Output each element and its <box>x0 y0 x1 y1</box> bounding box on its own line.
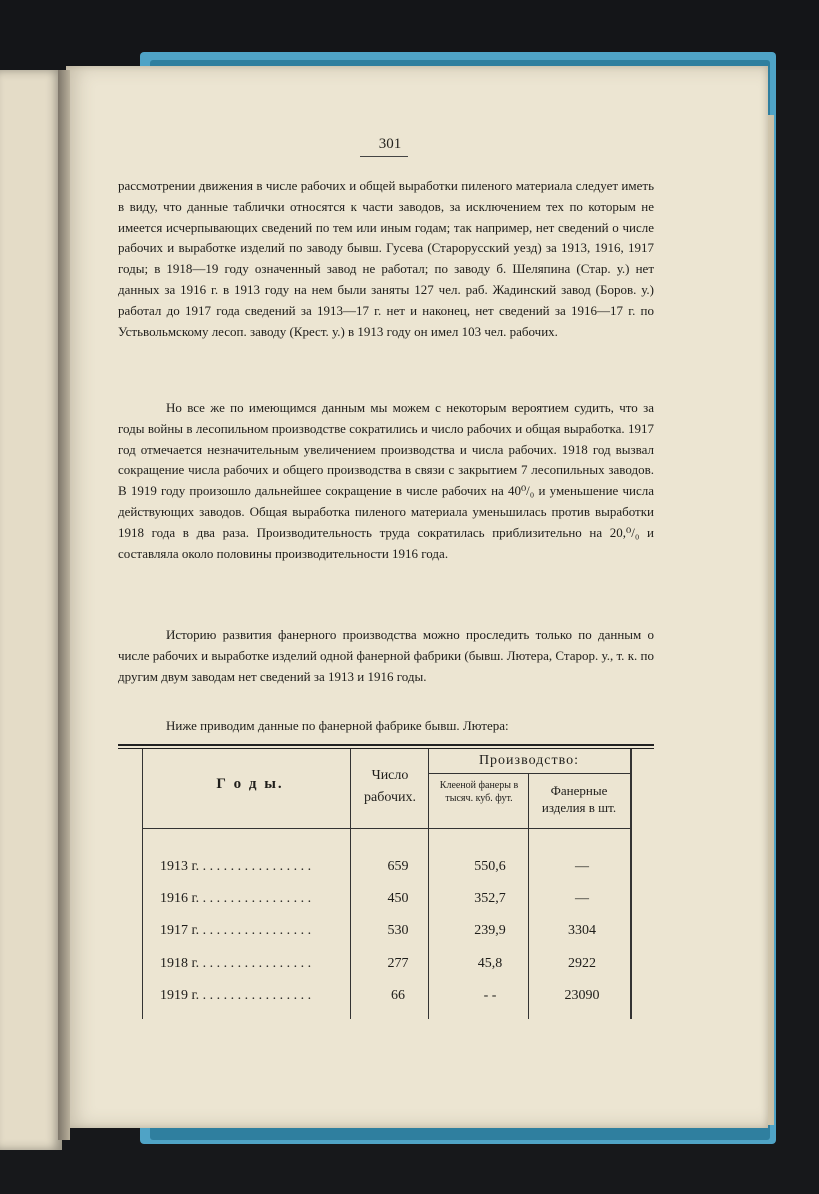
table-top-rule-thin <box>118 748 654 749</box>
header-years: Г о д ы. <box>216 776 284 792</box>
cell-year: 1918 г. . . . . . . . . . . . . . . . . <box>160 956 312 971</box>
cell-workers: 450 <box>387 891 409 906</box>
header-production: Производство: <box>478 753 580 768</box>
page-number: 301 <box>378 136 402 152</box>
cell-plywood: 45,8 <box>477 956 503 971</box>
left-page <box>0 70 62 1150</box>
cell-items: 3304 <box>568 923 596 938</box>
cell-items: — <box>575 859 589 874</box>
cell-year: 1917 г. . . . . . . . . . . . . . . . . <box>160 923 312 938</box>
cell-year: 1916 г. . . . . . . . . . . . . . . . . <box>160 891 312 906</box>
cell-items: — <box>575 891 589 906</box>
paragraph-4: Ниже приводим данные по фанерной фабрике бывш. Лютера: <box>166 718 509 733</box>
table-row <box>160 988 630 1018</box>
table-row <box>160 891 630 921</box>
table-production-subrule <box>428 773 630 774</box>
cell-plywood: 239,9 <box>474 923 506 938</box>
paragraph-1: рассмотрении движения в числе рабочих и общей выработки пиленого материала следует иметь в виду, что данные таблички относятся к части заводов, за исключением тех по которым не имеется исчерпывающих сведений по тем или иным годам; так например, нет сведений о числе рабочих и выработке изделий по заводу бывш. Гусева (Старорусский уезд) за 1913, 1916, 1917 годы; в 1918—19 году означенный завод не работал; по заводу б. Шеляпина (Стар. у.) нет данных за 1916 г. в 1913 году на нем были заняты 127 чел. раб. Жадинский завод (Боров. у.) работал до 1917 года сведений за 1913—17 г. нет и наконец, нет сведений за 1916—17 г. по Устьвольмскому лесоп. заводу (Крест. у.) в 1913 году он имел 103 чел. рабочих. <box>118 178 654 339</box>
cell-workers: 66 <box>391 988 405 1003</box>
table-row <box>160 923 630 953</box>
book-gutter <box>58 70 70 1140</box>
header-workers: Число рабочих. <box>363 768 416 805</box>
cell-workers: 277 <box>387 956 409 971</box>
header-plywood: Клееной фанеры в тысяч. куб. фут. <box>439 780 519 804</box>
table-top-rule <box>118 744 654 746</box>
cell-workers: 530 <box>387 923 409 938</box>
cell-plywood: - - <box>483 988 497 1003</box>
table-vline-left <box>142 749 143 1019</box>
cell-year: 1913 г. . . . . . . . . . . . . . . . . <box>160 859 312 874</box>
table-row <box>160 859 630 889</box>
page-number-rule <box>360 156 408 157</box>
cell-year: 1919 г. . . . . . . . . . . . . . . . . <box>160 988 312 1003</box>
cell-plywood: 352,7 <box>474 891 506 906</box>
paragraph-2: Но все же по имеющимся данным мы можем с некоторым вероятием судить, что за годы войны в лесопильном производстве сократились и число рабочих и общая выработка. 1917 год отмечается незначительным увеличением производства и числа рабочих. 1918 год вызвал сокращение числа рабочих и общего производства в связи с закрытием 7 лесопильных заводов. В 1919 году произошло дальнейшее сокращение в числе рабочих на 40⁰/₀ и уменьшение числа действующих заводов. Общая выработка пиленого материала уменьшилась против выработки 1918 года в два раза. Производительность труда сократилась приблизительно на 20,⁰/₀ и составляла около половины производительности 1916 года. <box>118 400 654 561</box>
cell-items: 23090 <box>564 988 600 1003</box>
header-items: Фанерные изделия в шт. <box>541 783 617 815</box>
cell-workers: 659 <box>387 859 409 874</box>
paragraph-3: Историю развития фанерного производства можно проследить только по данным о числе рабочих и выработке изделий одной фанерной фабрики (бывш. Лютера, Старор. у., т. к. по другим двум заводам нет сведений за 1913 и 1916 годы. <box>118 627 654 684</box>
cell-plywood: 550,6 <box>474 859 506 874</box>
table-vline-right <box>630 749 632 1019</box>
cell-items: 2922 <box>568 956 596 971</box>
table-header-rule <box>142 828 630 829</box>
table-row <box>160 956 630 986</box>
